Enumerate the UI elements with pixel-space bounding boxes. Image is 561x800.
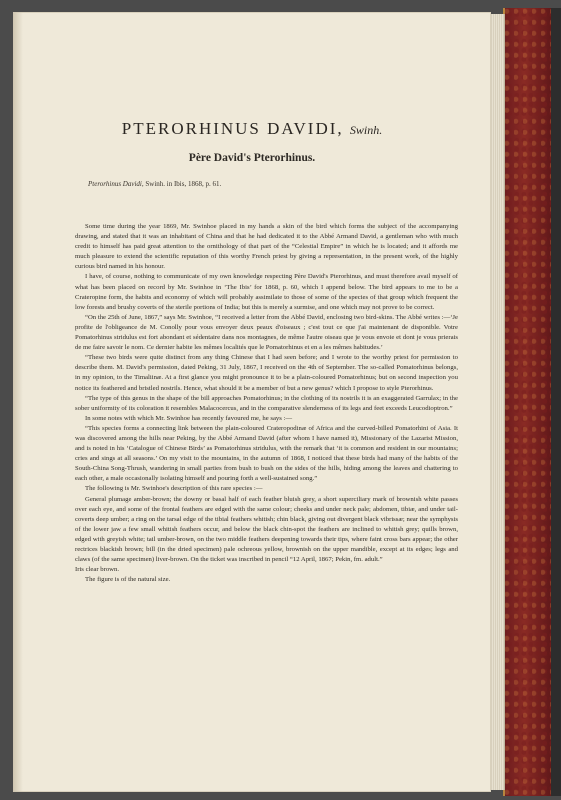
synonymy-line (88, 180, 221, 188)
paragraph: The figure is of the natural size. (85, 576, 171, 584)
paragraph: General plumage amber-brown; the downy or basal half of each feather bluish grey, a short superciliary mark of brownish white passes over each eye, and some of the frontal feathers are edged with the same colour; cheeks and under neck pale; abdomen, tibiæ, and under tail-coverts deep umber; a ring on the tarsal edge of the tibial feathers whitish; chin black, giving out divergent black vibrissæ; near the symphysis of the lower jaw a few small whitish feathers occur, and below the black chin-spot the feathers are inclined to whitish grey; quills brown, edged with greyish white; tail umber-brown, on the two middle feathers deepening towards their tips, where faint cross bars appear; the other rectrices blackish brown; bill (in the dried specimen) pale ochreous yellow, brownish on the upper mandible, except at its edges; legs and claws (of the same specimen) liver-brown. On the ticket was inscribed in pencil “12 April, 1867; Pekin, fm. adult.” (75, 495, 458, 564)
page-title (13, 119, 491, 139)
paragraph: Some time during the year 1869, Mr. Swinhoe placed in my hands a skin of the bird which forms the subject of the accompanying drawing, and stated that it was an inhabitant of China and that he had dedicated it to the Abbé Armand David, a gentleman who with much credit to himself has paid great attention to the ornithology of that part of the “Celestial Empire” in which he is located; and it affords me much pleasure to extend the scientific reputation of this worthy French priest by giving a representation, in the present work, of the highly curious bird named in his honour. (75, 223, 458, 271)
page-subtitle: Père David's Pterorhinus. (188, 152, 316, 164)
title-authority: Swinh. (349, 123, 383, 137)
paragraph: “On the 25th of June, 1867,” says Mr. Swinhoe, “I received a letter from the Abbé David, enclosing two bird-skins. The Abbé writes :—‘Je profite de l'obligeance de M. Conolly pour vous envoyer deux peaux d'oiseaux ; c'est tout ce que j'ai maintenant de disponible. Votre Pomatorhinus stridulus est fort abondant et sédentaire dans nos montagnes, de même l'autre oiseau que je vous envoie et dont je vous prierais de me faire savoir le nom. Ce dernier habite les mêmes localités que le Pomatorhinus et en a les mêmes habitudes.’ (75, 313, 458, 352)
paragraph: “The type of this genus in the shape of the bill approaches Pomatorhinus; in the clothing of its nostrils it is an exaggerated Garrulax; in the sober uniformity of its coloration it resembles Malacocercus, and in the comparative slenderness of its legs and feet exceeds Leucodioptron.” (75, 394, 458, 412)
paragraph: The following is Mr. Swinhoe's description of this rare species :— (85, 485, 263, 493)
body-text (75, 222, 458, 585)
synonymy-reference: Swinh. in Ibis, 1868, p. 61. (145, 180, 222, 188)
cover-edge (551, 8, 561, 796)
paragraph: Iris clear brown. (75, 566, 120, 574)
book-cover (503, 8, 553, 796)
synonymy-species: Pterorhinus Davidi, (88, 180, 144, 188)
species-name: PTERORHINUS DAVIDI, (121, 119, 344, 138)
paragraph: In some notes with which Mr. Swinhoe has recently favoured me, he says :— (85, 414, 293, 422)
paragraph: I have, of course, nothing to communicate of my own knowledge respecting Père David's Pterorhinus, and must therefore avail myself of what has been placed on record by Mr. Swinhoe in ‘The Ibis’ for 1868, p. 60, which I append below. The bird appears to me to be a Crateropine form, the habits and economy of which will probably assimilate to those of some of the species of that group which frequent the low forests and brushy coverts of the sterile portions of India; but this is merely a surmise, and one which may not prove to be correct. (75, 273, 458, 311)
page-edges (490, 14, 505, 790)
book-page (13, 12, 491, 792)
paragraph: “This species forms a connecting link between the plain-coloured Crateropodinæ of Africa and the curved-billed Pomatorhini of Asia. It was discovered among the hills near Peking, by the Abbé Armand David (after whom I have named it), Missionary of the Lazarist Mission, and is noted in his ‘Catalogue of Chinese Birds’ as Pomatorhinus stridulus, with the remark that ‘it is common and resident in our mountains; cries and sings at all seasons.’ On my visit to the mountains, in the autumn of 1868, I noticed that these birds had many of the habits of the South-China Song-Thrush, wandering in small parties from bush to bush on the sides of the hills, hiding among the leaves and chattering to each other, a male occasionally isolating himself and pouring forth a well-sustained song.” (75, 424, 458, 483)
paragraph: “These two birds were quite distinct from any thing Chinese that I had seen before; and I wrote to the worthy priest for permission to describe them. M. David's permission, dated Peking, 31 July, 1867, I received on the 4th of September. The so-called Pomatorhinus belongs, in my opinion, to the Timaliinæ. At a first glance you might pronounce it to be a plain-coloured Pomatorhinus; but on second inspection you notice its feathered and bristled nostrils. Hence, what should it be a member of but a new genus? which I propose to style Pterorhinus. (75, 354, 458, 392)
